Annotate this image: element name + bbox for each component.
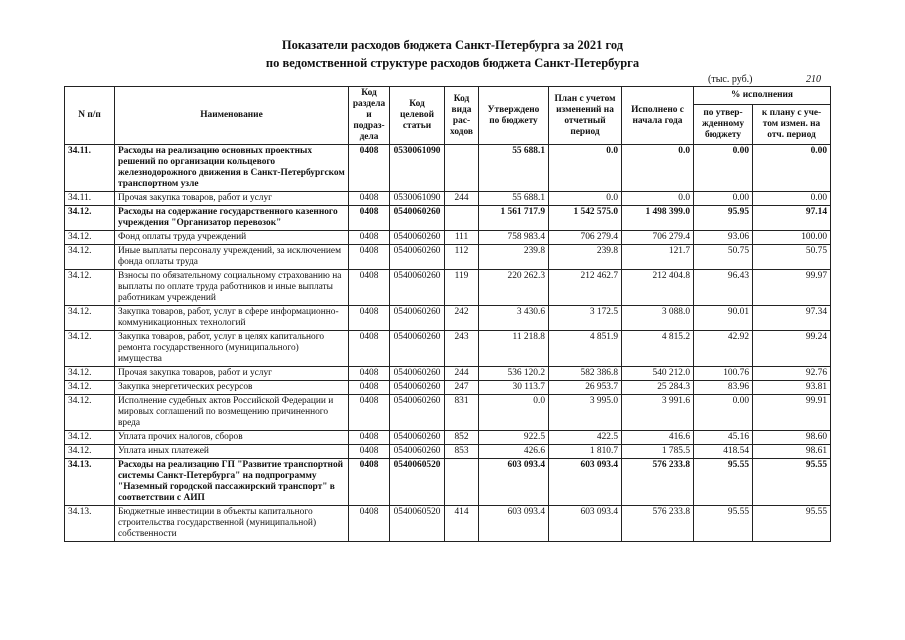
cell-approved: 603 093.4 — [479, 459, 549, 506]
col-executed-header: Исполнено с начала года — [622, 87, 694, 145]
cell-pct-approved: 95.55 — [694, 459, 753, 506]
cell-plan: 0.0 — [549, 145, 622, 192]
cell-section: 0408 — [349, 431, 390, 445]
cell-type: 111 — [445, 231, 479, 245]
cell-approved: 426.6 — [479, 445, 549, 459]
cell-name: 34.11. — [65, 145, 115, 192]
col-name-header: Наименование — [115, 87, 349, 145]
table-row — [65, 192, 831, 206]
cell-name: 34.12. — [65, 331, 115, 367]
cell-plan: 26 953.7 — [549, 381, 622, 395]
cell-name: 34.12. — [65, 306, 115, 331]
cell-pct-plan: 98.60 — [753, 431, 831, 445]
cell-type: 242 — [445, 306, 479, 331]
cell-plan: 239.8 — [549, 245, 622, 270]
cell-approved: 55 688.1 — [479, 145, 549, 192]
cell-approved: 11 218.8 — [479, 331, 549, 367]
cell-pct-plan: 97.34 — [753, 306, 831, 331]
cell-name: 34.12. — [65, 367, 115, 381]
cell-executed: 25 284.3 — [622, 381, 694, 395]
cell-approved: 1 561 717.9 — [479, 206, 549, 231]
col-approved-header: Утверждено по бюджету — [479, 87, 549, 145]
cell-type: 244 — [445, 192, 479, 206]
cell-plan: 1 810.7 — [549, 445, 622, 459]
cell-target: 0540060260 — [390, 381, 445, 395]
cell-name: Расходы на содержание государственного казенного учреждения "Организатор перевозок" — [115, 206, 349, 231]
cell-name: 34.11. — [65, 192, 115, 206]
cell-executed: 4 815.2 — [622, 331, 694, 367]
table-row — [65, 245, 831, 270]
cell-executed: 576 233.8 — [622, 459, 694, 506]
cell-pct-approved: 95.55 — [694, 506, 753, 542]
col-pct-approved-header: по утвер-жденному бюджету — [694, 105, 753, 145]
table-row — [65, 270, 831, 306]
cell-name: Фонд оплаты труда учреждений — [115, 231, 349, 245]
table-row — [65, 145, 831, 192]
col-pct-plan-header: к плану с уче-том измен. на отч. период — [753, 105, 831, 145]
cell-plan: 603 093.4 — [549, 459, 622, 506]
cell-target: 0540060260 — [390, 367, 445, 381]
cell-type: 244 — [445, 367, 479, 381]
cell-approved: 603 093.4 — [479, 506, 549, 542]
cell-approved: 55 688.1 — [479, 192, 549, 206]
cell-pct-plan: 0.00 — [753, 192, 831, 206]
table-body — [65, 145, 831, 542]
cell-approved: 536 120.2 — [479, 367, 549, 381]
page-number: 210 — [806, 74, 821, 85]
cell-section: 0408 — [349, 445, 390, 459]
cell-type — [445, 206, 479, 231]
cell-plan: 582 386.8 — [549, 367, 622, 381]
cell-name: 34.12. — [65, 245, 115, 270]
cell-plan: 3 995.0 — [549, 395, 622, 431]
cell-name: Взносы по обязательному социальному страхованию на выплаты по оплате труда работников и иные выплаты работникам учреждений — [115, 270, 349, 306]
cell-name: Исполнение судебных актов Российской Федерации и мировых соглашений по возмещению причиненного вреда — [115, 395, 349, 431]
cell-type — [445, 459, 479, 506]
cell-pct-plan: 0.00 — [753, 145, 831, 192]
cell-plan: 212 462.7 — [549, 270, 622, 306]
cell-pct-approved: 0.00 — [694, 395, 753, 431]
cell-name: Иные выплаты персоналу учреждений, за исключением фонда оплаты труда — [115, 245, 349, 270]
cell-name: 34.12. — [65, 206, 115, 231]
cell-pct-approved: 90.01 — [694, 306, 753, 331]
cell-plan: 603 093.4 — [549, 506, 622, 542]
cell-executed: 3 088.0 — [622, 306, 694, 331]
table-row — [65, 381, 831, 395]
cell-plan: 0.0 — [549, 192, 622, 206]
cell-type: 852 — [445, 431, 479, 445]
col-target-header: Код целевой статьи — [390, 87, 445, 145]
cell-plan: 3 172.5 — [549, 306, 622, 331]
cell-section: 0408 — [349, 270, 390, 306]
cell-pct-plan: 98.61 — [753, 445, 831, 459]
cell-section: 0408 — [349, 395, 390, 431]
cell-pct-approved: 95.95 — [694, 206, 753, 231]
table-row — [65, 306, 831, 331]
cell-section: 0408 — [349, 367, 390, 381]
cell-executed: 706 279.4 — [622, 231, 694, 245]
cell-target: 0540060520 — [390, 459, 445, 506]
cell-target: 0530061090 — [390, 192, 445, 206]
table-row — [65, 431, 831, 445]
cell-section: 0408 — [349, 331, 390, 367]
cell-pct-approved: 83.96 — [694, 381, 753, 395]
cell-target: 0530061090 — [390, 145, 445, 192]
cell-name: 34.12. — [65, 231, 115, 245]
cell-pct-approved: 0.00 — [694, 145, 753, 192]
document-title-line1: Показатели расходов бюджета Санкт-Петербурга за 2021 год — [281, 38, 624, 52]
cell-name: 34.12. — [65, 395, 115, 431]
cell-name: 34.12. — [65, 381, 115, 395]
cell-pct-plan: 95.55 — [753, 459, 831, 506]
cell-approved: 3 430.6 — [479, 306, 549, 331]
cell-pct-plan: 50.75 — [753, 245, 831, 270]
cell-executed: 212 404.8 — [622, 270, 694, 306]
col-plan-header: План с учетом изменений на отчетный период — [549, 87, 622, 145]
cell-type: 112 — [445, 245, 479, 270]
col-section-header: Код раздела и подраз-дела — [349, 87, 390, 145]
cell-section: 0408 — [349, 192, 390, 206]
cell-executed: 1 498 399.0 — [622, 206, 694, 231]
cell-approved: 922.5 — [479, 431, 549, 445]
cell-plan: 706 279.4 — [549, 231, 622, 245]
cell-approved: 220 262.3 — [479, 270, 549, 306]
cell-pct-plan: 99.24 — [753, 331, 831, 367]
cell-type: 414 — [445, 506, 479, 542]
cell-pct-plan: 95.55 — [753, 506, 831, 542]
table-row — [65, 506, 831, 542]
cell-executed: 0.0 — [622, 192, 694, 206]
cell-pct-approved: 418.54 — [694, 445, 753, 459]
cell-pct-approved: 100.76 — [694, 367, 753, 381]
col-type-header: Код вида рас-ходов — [445, 87, 479, 145]
cell-name: Закупка энергетических ресурсов — [115, 381, 349, 395]
table-row — [65, 395, 831, 431]
cell-executed: 121.7 — [622, 245, 694, 270]
cell-type: 243 — [445, 331, 479, 367]
cell-target: 0540060260 — [390, 395, 445, 431]
cell-pct-plan: 99.97 — [753, 270, 831, 306]
cell-pct-plan: 99.91 — [753, 395, 831, 431]
cell-name: Уплата иных платежей — [115, 445, 349, 459]
cell-approved: 30 113.7 — [479, 381, 549, 395]
cell-name: 34.13. — [65, 459, 115, 506]
cell-plan: 1 542 575.0 — [549, 206, 622, 231]
cell-section: 0408 — [349, 459, 390, 506]
cell-name: Бюджетные инвестиции в объекты капитального строительства государственной (муниципальной) собственности — [115, 506, 349, 542]
cell-pct-plan: 100.00 — [753, 231, 831, 245]
cell-approved: 0.0 — [479, 395, 549, 431]
cell-pct-approved: 0.00 — [694, 192, 753, 206]
cell-target: 0540060260 — [390, 306, 445, 331]
cell-name: Уплата прочих налогов, сборов — [115, 431, 349, 445]
document-title-line2: по ведомственной структуре расходов бюджета Санкт-Петербурга — [265, 56, 640, 70]
cell-plan: 4 851.9 — [549, 331, 622, 367]
col-num-header: N п/п — [65, 87, 115, 145]
cell-executed: 416.6 — [622, 431, 694, 445]
cell-approved: 239.8 — [479, 245, 549, 270]
cell-section: 0408 — [349, 231, 390, 245]
table-row — [65, 331, 831, 367]
cell-name: 34.12. — [65, 270, 115, 306]
cell-executed: 0.0 — [622, 145, 694, 192]
table-row — [65, 231, 831, 245]
cell-name: Прочая закупка товаров, работ и услуг — [115, 367, 349, 381]
cell-section: 0408 — [349, 145, 390, 192]
cell-section: 0408 — [349, 206, 390, 231]
cell-name: 34.13. — [65, 506, 115, 542]
col-pct-group-header: % исполнения — [694, 87, 831, 105]
expenditure-table — [64, 86, 831, 542]
cell-pct-approved: 93.06 — [694, 231, 753, 245]
cell-section: 0408 — [349, 506, 390, 542]
cell-type: 119 — [445, 270, 479, 306]
cell-pct-plan: 97.14 — [753, 206, 831, 231]
cell-target: 0540060260 — [390, 245, 445, 270]
cell-executed: 3 991.6 — [622, 395, 694, 431]
cell-pct-approved: 50.75 — [694, 245, 753, 270]
cell-target: 0540060260 — [390, 206, 445, 231]
cell-type: 831 — [445, 395, 479, 431]
cell-target: 0540060260 — [390, 270, 445, 306]
cell-pct-approved: 96.43 — [694, 270, 753, 306]
cell-executed: 576 233.8 — [622, 506, 694, 542]
cell-executed: 1 785.5 — [622, 445, 694, 459]
cell-approved: 758 983.4 — [479, 231, 549, 245]
cell-pct-plan: 92.76 — [753, 367, 831, 381]
cell-name: 34.12. — [65, 445, 115, 459]
table-row — [65, 206, 831, 231]
cell-pct-plan: 93.81 — [753, 381, 831, 395]
units-label: (тыс. руб.) — [708, 74, 753, 85]
cell-name: Закупка товаров, работ, услуг в сфере информационно-коммуникационных технологий — [115, 306, 349, 331]
cell-type: 853 — [445, 445, 479, 459]
cell-target: 0540060260 — [390, 431, 445, 445]
cell-section: 0408 — [349, 381, 390, 395]
cell-section: 0408 — [349, 306, 390, 331]
table-row — [65, 367, 831, 381]
cell-type — [445, 145, 479, 192]
cell-target: 0540060520 — [390, 506, 445, 542]
table-row — [65, 445, 831, 459]
table-row — [65, 459, 831, 506]
cell-type: 247 — [445, 381, 479, 395]
cell-name: Закупка товаров, работ, услуг в целях капитального ремонта государственного (муниципального) имущества — [115, 331, 349, 367]
cell-pct-approved: 42.92 — [694, 331, 753, 367]
cell-name: Расходы на реализацию основных проектных решений по организации кольцевого железнодорожного движения в Санкт-Петербургском транспортном узле — [115, 145, 349, 192]
cell-target: 0540060260 — [390, 231, 445, 245]
cell-executed: 540 212.0 — [622, 367, 694, 381]
cell-pct-approved: 45.16 — [694, 431, 753, 445]
cell-name: 34.12. — [65, 431, 115, 445]
cell-name: Прочая закупка товаров, работ и услуг — [115, 192, 349, 206]
cell-target: 0540060260 — [390, 445, 445, 459]
cell-name: Расходы на реализацию ГП "Развитие транспортной системы Санкт-Петербурга" на подпрограмму "Наземный городской пассажирский транспорт" в соответствии с АИП — [115, 459, 349, 506]
cell-section: 0408 — [349, 245, 390, 270]
cell-target: 0540060260 — [390, 331, 445, 367]
header-row-1 — [65, 87, 831, 105]
cell-plan: 422.5 — [549, 431, 622, 445]
